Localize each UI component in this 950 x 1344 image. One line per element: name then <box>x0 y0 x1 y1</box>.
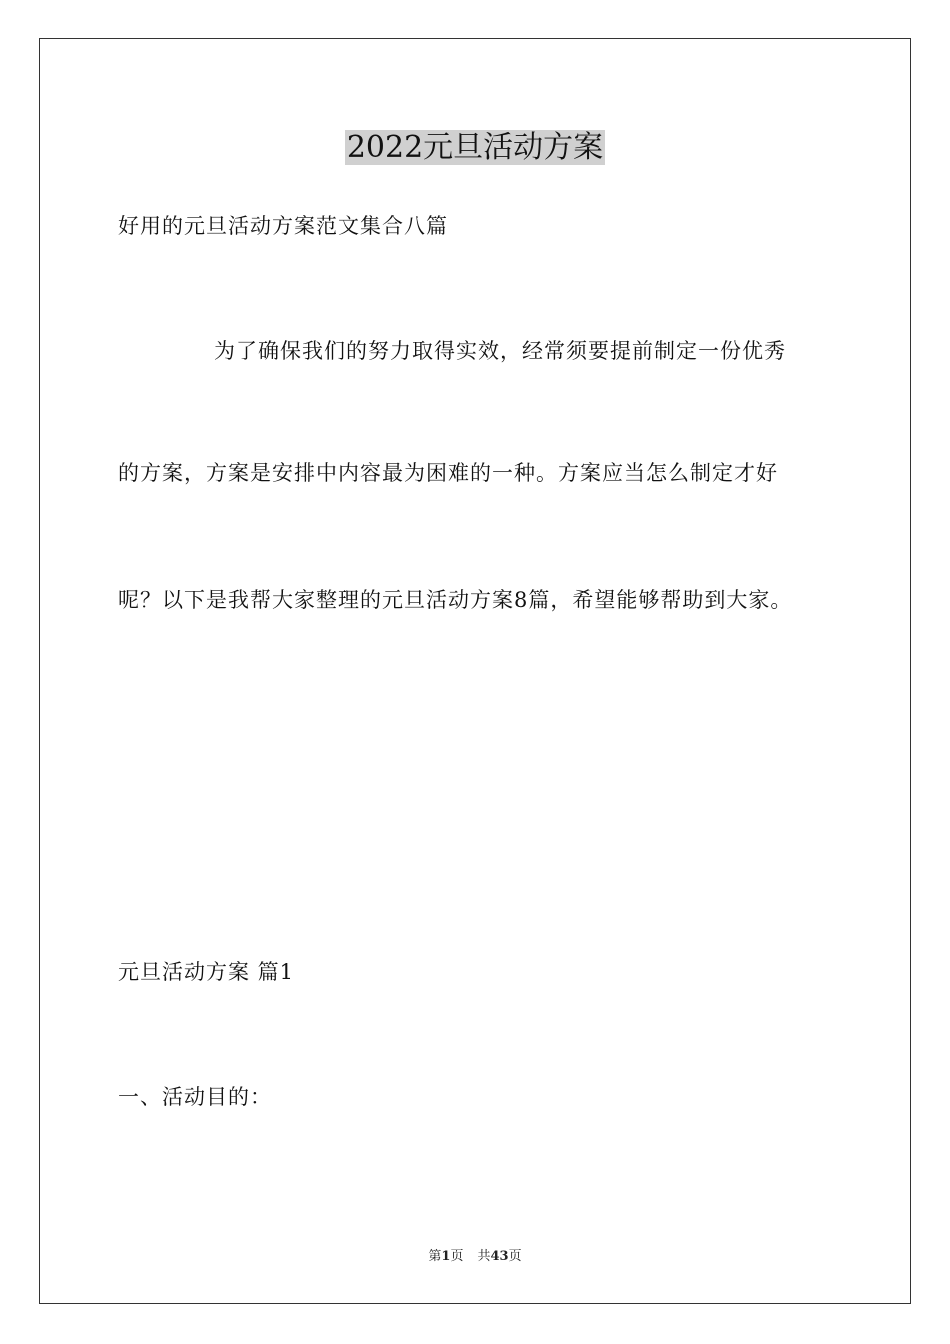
page-prefix: 第 <box>428 1249 442 1264</box>
page-suffix: 页 <box>450 1249 464 1264</box>
document-title <box>0 128 950 168</box>
total-prefix: 共 <box>477 1249 491 1264</box>
intro-paragraph-line-1: 为了确保我们的努力取得实效，经常须要提前制定一份优秀 <box>214 339 786 363</box>
page-footer <box>0 1248 950 1266</box>
section-title: 元旦活动方案 篇1 <box>118 960 295 984</box>
total-pages: 43 <box>490 1249 509 1264</box>
document-title-text: 2022元旦活动方案 <box>346 130 604 165</box>
page-number: 1 <box>441 1249 451 1264</box>
document-subtitle: 好用的元旦活动方案范文集合八篇 <box>118 214 448 238</box>
intro-paragraph-line-3: 呢？以下是我帮大家整理的元旦活动方案8篇，希望能够帮助到大家。 <box>118 588 793 612</box>
section-heading: 一、活动目的： <box>118 1085 272 1109</box>
total-suffix: 页 <box>508 1249 522 1264</box>
intro-paragraph-line-2: 的方案，方案是安排中内容最为困难的一种。方案应当怎么制定才好 <box>118 461 778 485</box>
